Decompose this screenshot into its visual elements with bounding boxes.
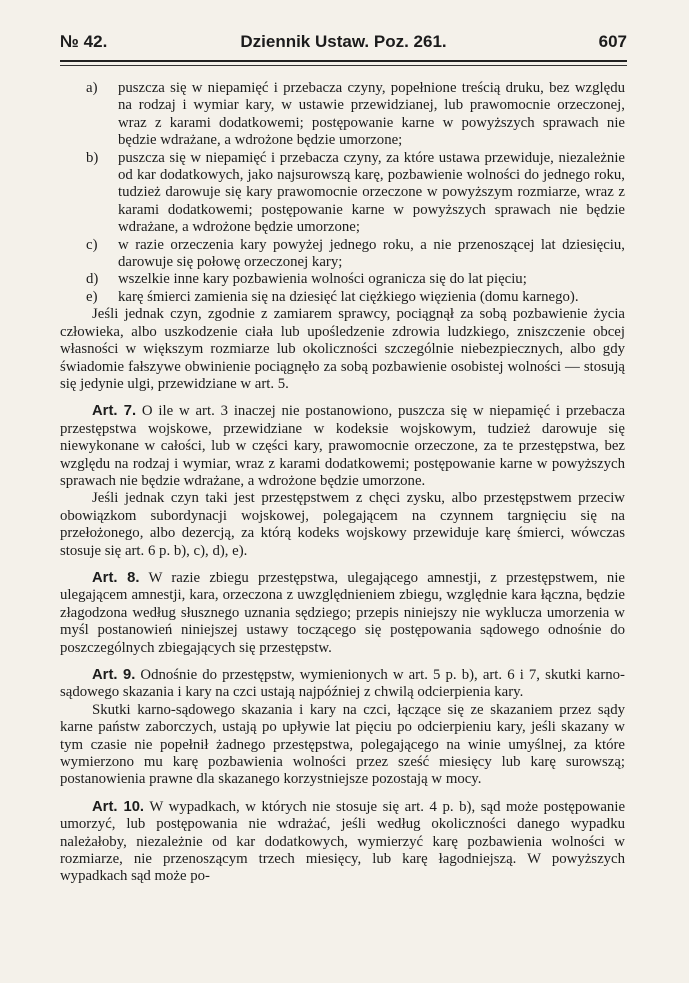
list-item-text: wszelkie inne kary pozbawienia wolności ogranicza się do lat pięciu;	[118, 271, 527, 288]
article-8	[60, 570, 625, 657]
paragraph: Jeśli jednak czyn, zgodnie z zamiarem sprawcy, pociągnął za sobą pozbawienie życia człowieka, albo uszkodzenie ciała lub upośledzenie zdrowia ludzkiego, zniszczenie obcej własności w większym rozmiarze lub okoliczności szczególnie niebezpiecznych, albo gdy świadomie fałszywe obwinienie pociągnęło za sobą pozbawienie osobistej wolności — stosują się jedynie ulgi, przewidziane w art. 5.	[60, 306, 625, 392]
article-text: W wypadkach, w których nie stosuje się art. 4 p. b), sąd może postępowanie umorzyć, lub postępowania nie wdrażać, jeśli według okoliczności danego wypadku należałoby, niezależnie od kar dodatkowych, wymierzyć karę pozbawienia wolności w rozmiarze, nie przenoszącym trzech miesięcy, lub karę łagodniejszą. W powyższych wypadkach sąd może po-	[60, 798, 626, 885]
list-item	[60, 271, 625, 288]
paragraph: Jeśli jednak czyn taki jest przestępstwem z chęci zysku, albo przestępstwem przeciw obowiązkom subordynacji wojskowej, polegającem na czynnem targnięciu się na przełożonego, albo dezercją, za którą kodeks wojskowy przewiduje karę śmierci, wówczas stosuje się art. 6 p. b), c), d), e).	[60, 490, 625, 559]
list-item-label: d)	[86, 271, 99, 288]
list-item-text: puszcza się w niepamięć i przebacza czyny, popełnione treścią druku, bez względu na rodzaj i wymiar kary, w ustawie przewidzianej, lub prawomocnie orzeczonej, wraz z karami dodatkowemi; postępowanie karne w powyższych sprawach nie będzie wdrażane, a wdrożone będzie umorzone;	[118, 80, 625, 149]
page-header	[60, 28, 627, 54]
list-item-label: c)	[86, 236, 98, 253]
list-item	[60, 150, 625, 237]
list-item-label: e)	[86, 288, 98, 305]
list-item-text: puszcza się w niepamięć i przebacza czyny, za które ustawa przewiduje, niezależnie od kar dodatkowych, jako najsurowszą karę, pozbawienie wolności do jednego roku, tudzież darowuje się kary prawomocnie orzeczone w powyższym rozmiarze, wraz z karami dodatkowemi; postępowanie karne w powyższych sprawach nie będzie wdrażane, a wdrożone będzie umorzone;	[118, 149, 625, 236]
article-heading: Art. 10.	[92, 798, 145, 815]
article-7	[60, 403, 625, 560]
list-item	[60, 237, 625, 272]
list-item-label: a)	[86, 80, 98, 96]
document-body	[60, 80, 625, 886]
article-text: W razie zbiegu przestępstwa, ulegającego amnestji, z przestępstwem, nie ulegającem amnestji, kara, orzeczona z uwzględnieniem zbiegu, względnie kara łączna, będzie złagodzona według słusznego uznania sędziego; przepis niniejszy nie wyklucza umorzenia w myśl postanowień niniejszej ustawy toczącego się postępowania sądowego odnośnie do poszczególnych zbiegających się przestępstw.	[60, 569, 626, 656]
article-heading: Art. 8.	[92, 569, 140, 586]
article-10	[60, 799, 625, 886]
article-text: Odnośnie do przestępstw, wymienionych w art. 5 p. b), art. 6 i 7, skutki karno-sądowego skazania i kary na czci ustają najpóźniej z chwilą odcierpienia kary.	[60, 667, 625, 701]
article-9	[60, 667, 625, 789]
issue-number: № 42.	[60, 32, 108, 51]
list-item	[60, 289, 625, 306]
list-item-text: w razie orzeczenia kary powyżej jednego roku, a nie przenoszącej lat dziesięciu, darowuje się połowę orzeczonej kary;	[118, 236, 625, 271]
paragraph: Skutki karno-sądowego skazania i kary na czci, łączące się ze skazaniem przez sądy karne państw zaborczych, ustają po upływie lat pięciu po odcierpieniu kary, jeśli skazany w tym czasie nie popełnił żadnego przestępstwa, polegającego na winie umyślnej, za które wymierzono mu karę pozbawienia wolności przez sześć miesięcy lub karę surowszą; postanowienia prawne dla skazanego korzystniejsze pozostają w mocy.	[60, 701, 625, 788]
article-heading: Art. 9.	[92, 667, 136, 683]
journal-title: Dziennik Ustaw. Poz. 261.	[240, 32, 447, 51]
header-rule-thin	[60, 65, 627, 66]
article-heading: Art. 7.	[92, 403, 137, 420]
list-item	[60, 80, 625, 150]
article-text: O ile w art. 3 inaczej nie postanowiono, puszcza się w niepamięć i przebacza przestępstwa wojskowe, przewidziane w kodeksie wojskowym, tudzież darowuje się niewykonane w całości, lub w części kary, prawomocnie orzeczone, za te przestępstwa, bez względu na rodzaj i wymiar, wraz z karami dodatkowemi; postępowanie karne w powyższych sprawach nie będzie wdrażane, a wdrożone będzie umorzone.	[60, 403, 626, 489]
page-number: 607	[598, 32, 627, 51]
list-item-text: karę śmierci zamienia się na dziesięć lat ciężkiego więzienia (domu karnego).	[118, 288, 579, 305]
list-item-label: b)	[86, 149, 99, 166]
header-rule	[60, 60, 627, 62]
